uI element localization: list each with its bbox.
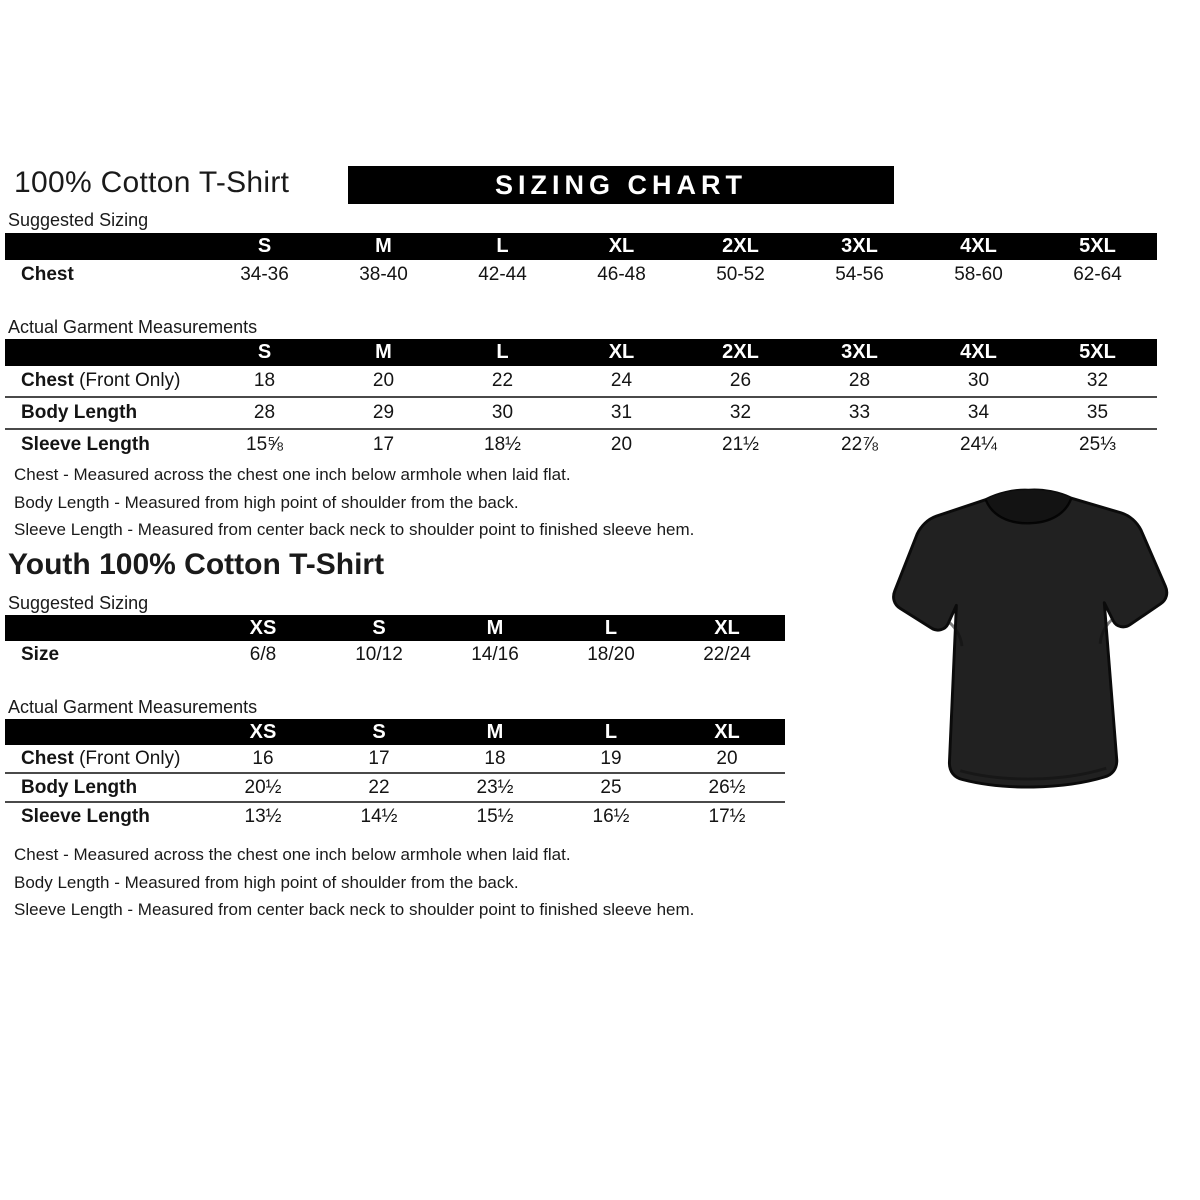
size-value: 54-56 bbox=[835, 264, 884, 285]
size-column-header: S bbox=[205, 339, 324, 366]
measure-value: 25⅓ bbox=[1079, 434, 1116, 455]
size-column-header: S bbox=[321, 719, 437, 745]
measure-value: 22 bbox=[321, 773, 437, 802]
corner-cell bbox=[5, 339, 205, 366]
measure-value: 21½ bbox=[722, 434, 759, 455]
note-line: Sleeve Length - Measured from center back neck to shoulder point to finished sleeve hem. bbox=[14, 900, 695, 919]
measure-value: 24¼ bbox=[960, 434, 997, 455]
note-line: Body Length - Measured from high point of shoulder from the back. bbox=[14, 872, 519, 892]
measure-value: 23½ bbox=[437, 773, 553, 802]
measure-value: 17½ bbox=[708, 805, 746, 827]
size-column-header: XL bbox=[562, 339, 681, 366]
size-column-header: XS bbox=[205, 615, 321, 641]
note-line: Body Length - Measured from high point of shoulder from the back. bbox=[14, 492, 519, 512]
measure-value: 19 bbox=[553, 745, 669, 773]
size-column-header: M bbox=[437, 719, 553, 745]
measure-value: 31 bbox=[562, 397, 681, 429]
size-value: 38-40 bbox=[359, 264, 408, 285]
row-label-suffix: (Front Only) bbox=[73, 747, 181, 769]
measure-value: 28 bbox=[800, 366, 919, 397]
size-column-header: 4XL bbox=[919, 339, 1038, 366]
table-row bbox=[5, 802, 785, 830]
measure-value: 34 bbox=[919, 397, 1038, 429]
size-column-header: 5XL bbox=[1038, 339, 1157, 366]
measure-value: 15½ bbox=[476, 805, 514, 827]
size-column-header: 5XL bbox=[1038, 233, 1157, 260]
size-column-header: 3XL bbox=[800, 233, 919, 260]
size-column-header: M bbox=[324, 233, 443, 260]
table-row bbox=[5, 260, 1157, 290]
size-value: 18/20 bbox=[587, 643, 635, 665]
measure-value: 13½ bbox=[244, 805, 282, 827]
measure-value: 15⅝ bbox=[246, 434, 283, 455]
measure-value: 25 bbox=[553, 773, 669, 802]
measure-value: 28 bbox=[205, 397, 324, 429]
tshirt-body bbox=[892, 488, 1170, 790]
size-value: 42-44 bbox=[478, 264, 527, 285]
table-row bbox=[5, 745, 785, 773]
table-row bbox=[5, 429, 1157, 460]
row-label: Body Length bbox=[5, 397, 205, 429]
row-label: Chest (Front Only) bbox=[5, 366, 205, 397]
measure-value: 18½ bbox=[484, 434, 521, 455]
size-value: 14/16 bbox=[471, 643, 519, 665]
measure-value: 32 bbox=[681, 397, 800, 429]
size-value: 34-36 bbox=[240, 264, 289, 285]
measure-value: 16½ bbox=[592, 805, 630, 827]
adult-actual-measurements-table bbox=[5, 339, 1157, 460]
size-column-header: 3XL bbox=[800, 339, 919, 366]
measure-value: 33 bbox=[800, 397, 919, 429]
youth-measurement-notes bbox=[14, 841, 694, 924]
size-column-header: L bbox=[443, 233, 562, 260]
youth-actual-measurements-label: Actual Garment Measurements bbox=[8, 697, 258, 717]
measure-value: 26 bbox=[681, 366, 800, 397]
table-row bbox=[5, 397, 1157, 429]
row-label: Sleeve Length bbox=[21, 805, 150, 827]
measure-value: 24 bbox=[562, 366, 681, 397]
measure-value: 20½ bbox=[205, 773, 321, 802]
size-column-header: XL bbox=[562, 233, 681, 260]
row-label-suffix: (Front Only) bbox=[73, 370, 181, 391]
youth-actual-measurements-table bbox=[5, 719, 785, 830]
size-column-header: 4XL bbox=[919, 233, 1038, 260]
note-line: Chest - Measured across the chest one inch below armhole when laid flat. bbox=[14, 465, 571, 484]
measure-value: 17 bbox=[321, 745, 437, 773]
corner-cell bbox=[5, 615, 205, 641]
page-title: 100% Cotton T-Shirt bbox=[14, 166, 290, 199]
measure-value: 17 bbox=[372, 434, 395, 455]
row-label: Sleeve Length bbox=[21, 434, 150, 455]
youth-suggested-sizing-table bbox=[5, 615, 785, 668]
measure-value: 32 bbox=[1038, 366, 1157, 397]
adult-actual-measurements-label: Actual Garment Measurements bbox=[8, 317, 258, 337]
size-column-header: M bbox=[437, 615, 553, 641]
size-column-header: XL bbox=[669, 615, 785, 641]
youth-section-title: Youth 100% Cotton T-Shirt bbox=[8, 548, 385, 581]
row-label: Chest (Front Only) bbox=[5, 745, 205, 773]
size-column-header: XL bbox=[669, 719, 785, 745]
measure-value: 16 bbox=[205, 745, 321, 773]
size-value: 50-52 bbox=[716, 264, 765, 285]
measure-value: 22⅞ bbox=[841, 434, 878, 455]
note-line: Chest - Measured across the chest one inch below armhole when laid flat. bbox=[14, 845, 571, 864]
adult-measurement-notes bbox=[14, 461, 694, 544]
measure-value: 20 bbox=[669, 745, 785, 773]
measure-value: 20 bbox=[610, 434, 633, 455]
row-label: Chest bbox=[21, 264, 74, 285]
measure-value: 30 bbox=[443, 397, 562, 429]
row-label: Size bbox=[21, 643, 60, 665]
corner-cell bbox=[5, 719, 205, 745]
table-row bbox=[5, 366, 1157, 397]
table-row bbox=[5, 773, 785, 802]
corner-cell bbox=[5, 233, 205, 260]
size-column-header: S bbox=[321, 615, 437, 641]
size-value: 58-60 bbox=[954, 264, 1003, 285]
black-tshirt-image bbox=[882, 477, 1180, 806]
size-column-header: S bbox=[205, 233, 324, 260]
size-column-header: M bbox=[324, 339, 443, 366]
size-column-header: 2XL bbox=[681, 339, 800, 366]
measure-value: 18 bbox=[205, 366, 324, 397]
sizing-chart-banner: SIZING CHART bbox=[348, 166, 894, 204]
size-value: 62-64 bbox=[1073, 264, 1122, 285]
size-column-header: 2XL bbox=[681, 233, 800, 260]
size-column-header: L bbox=[443, 339, 562, 366]
row-label: Body Length bbox=[5, 773, 205, 802]
note-line: Sleeve Length - Measured from center back neck to shoulder point to finished sleeve hem. bbox=[14, 520, 695, 539]
measure-value: 18 bbox=[437, 745, 553, 773]
table-row bbox=[5, 641, 785, 668]
measure-value: 30 bbox=[919, 366, 1038, 397]
size-column-header: XS bbox=[205, 719, 321, 745]
size-column-header: L bbox=[553, 719, 669, 745]
measure-value: 26½ bbox=[669, 773, 785, 802]
measure-value: 14½ bbox=[360, 805, 398, 827]
size-value: 22/24 bbox=[703, 643, 751, 665]
size-value: 10/12 bbox=[355, 643, 403, 665]
measure-value: 35 bbox=[1038, 397, 1157, 429]
measure-value: 29 bbox=[324, 397, 443, 429]
size-value: 6/8 bbox=[249, 643, 277, 665]
measure-value: 22 bbox=[443, 366, 562, 397]
size-column-header: L bbox=[553, 615, 669, 641]
youth-suggested-sizing-label: Suggested Sizing bbox=[8, 593, 149, 613]
measure-value: 20 bbox=[324, 366, 443, 397]
adult-suggested-sizing-label: Suggested Sizing bbox=[8, 210, 149, 230]
adult-suggested-sizing-table bbox=[5, 233, 1157, 290]
size-value: 46-48 bbox=[597, 264, 646, 285]
